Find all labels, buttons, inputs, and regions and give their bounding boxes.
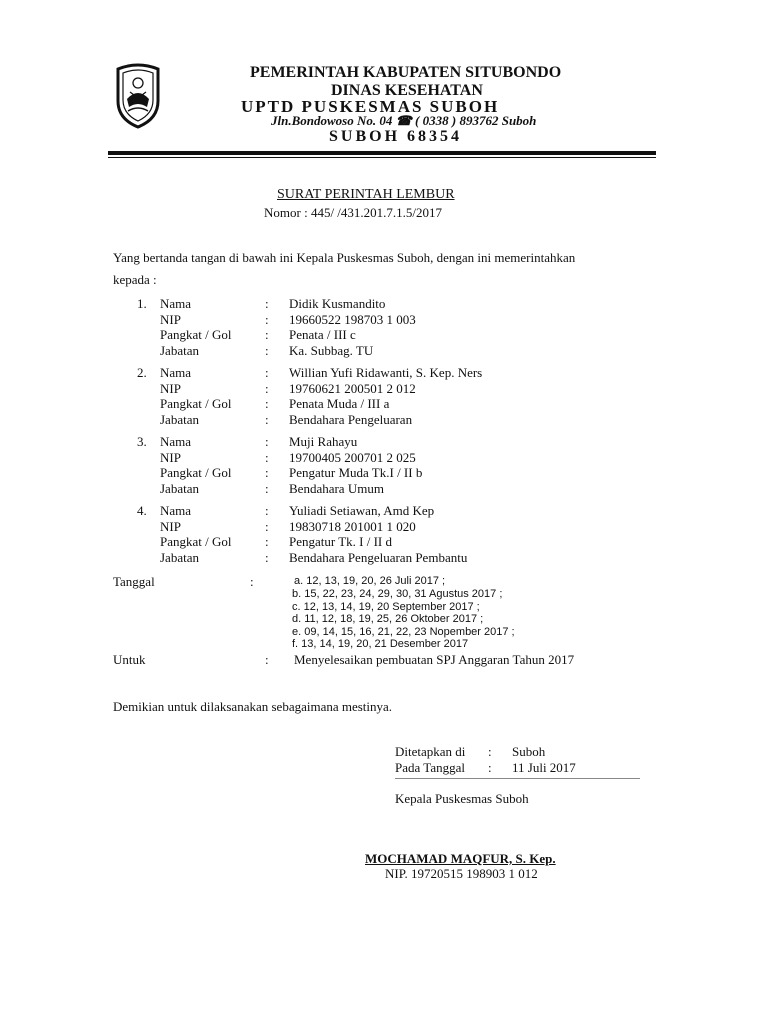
header-unit: UPTD PUSKESMAS SUBOH xyxy=(241,97,500,116)
colon: : xyxy=(265,652,269,667)
jabatan-label: Jabatan xyxy=(160,343,199,358)
colon: : xyxy=(265,343,269,358)
employee-position: Bendahara Umum xyxy=(289,481,384,496)
pada-tanggal-value: 11 Juli 2017 xyxy=(512,760,576,775)
employee-number: 2. xyxy=(137,365,147,380)
colon: : xyxy=(488,744,492,759)
colon: : xyxy=(265,327,269,342)
nip-label: NIP xyxy=(160,450,181,465)
employee-rank: Pengatur Tk. I / II d xyxy=(289,534,393,549)
jabatan-label: Jabatan xyxy=(160,412,199,427)
employee-number: 3. xyxy=(137,434,147,449)
employee-nip: 19700405 200701 2 025 xyxy=(289,450,416,465)
colon: : xyxy=(265,381,269,396)
pangkat-label: Pangkat / Gol xyxy=(160,534,232,549)
employee-name: Muji Rahayu xyxy=(289,434,358,449)
colon: : xyxy=(265,550,269,565)
colon: : xyxy=(265,296,269,311)
employee-number: 4. xyxy=(137,503,147,518)
ditetapkan-value: Suboh xyxy=(512,744,546,759)
colon: : xyxy=(265,481,269,496)
intro-text-line1: Yang bertanda tangan di bawah ini Kepala Puskesmas Suboh, dengan ini memerintahkan xyxy=(113,250,576,265)
colon: : xyxy=(265,503,269,518)
date-item: e. 09, 14, 15, 16, 21, 22, 23 Nopember 2017 ; xyxy=(292,626,515,638)
colon: : xyxy=(488,760,492,775)
ditetapkan-label: Ditetapkan di xyxy=(395,744,466,759)
jabatan-label: Jabatan xyxy=(160,481,199,496)
tanggal-label: Tanggal xyxy=(113,574,155,589)
letter-title: SURAT PERINTAH LEMBUR xyxy=(277,187,455,202)
colon: : xyxy=(265,519,269,534)
nip-label: NIP xyxy=(160,519,181,534)
colon: : xyxy=(265,534,269,549)
employee-number: 1. xyxy=(137,296,147,311)
header-city: SUBOH 68354 xyxy=(329,128,463,145)
employee-nip: 19760621 200501 2 012 xyxy=(289,381,416,396)
letter-number: Nomor : 445/ /431.201.7.1.5/2017 xyxy=(264,205,443,220)
employee-rank: Penata Muda / III a xyxy=(289,396,390,411)
employee-name: Yuliadi Setiawan, Amd Kep xyxy=(289,503,435,518)
nip-label: NIP xyxy=(160,312,181,327)
pangkat-label: Pangkat / Gol xyxy=(160,327,232,342)
untuk-label: Untuk xyxy=(113,652,146,667)
nama-label: Nama xyxy=(160,503,192,518)
pada-tanggal-label: Pada Tanggal xyxy=(395,760,465,775)
regency-crest-logo xyxy=(114,63,162,129)
employee-position: Bendahara Pengeluaran xyxy=(289,412,413,427)
intro-text-line2: kepada : xyxy=(113,272,157,287)
date-item: d. 11, 12, 18, 19, 25, 26 Oktober 2017 ; xyxy=(292,613,484,625)
employee-position: Ka. Subbag. TU xyxy=(289,343,374,358)
employee-nip: 19830718 201001 1 020 xyxy=(289,519,416,534)
header-divider-thick xyxy=(108,151,656,155)
colon: : xyxy=(265,412,269,427)
colon: : xyxy=(265,465,269,480)
employee-name: Didik Kusmandito xyxy=(289,296,386,311)
colon: : xyxy=(250,574,254,589)
signatory-nip: NIP. 19720515 198903 1 012 xyxy=(385,866,538,881)
employee-name: Willian Yufi Ridawanti, S. Kep. Ners xyxy=(289,365,483,380)
employee-nip: 19660522 198703 1 003 xyxy=(289,312,416,327)
date-item: f. 13, 14, 19, 20, 21 Desember 2017 xyxy=(292,638,469,650)
colon: : xyxy=(265,450,269,465)
nama-label: Nama xyxy=(160,296,192,311)
untuk-value: Menyelesaikan pembuatan SPJ Anggaran Tahun 2017 xyxy=(294,652,575,667)
jabatan-label: Jabatan xyxy=(160,550,199,565)
nip-label: NIP xyxy=(160,381,181,396)
header-government: PEMERINTAH KABUPATEN SITUBONDO xyxy=(250,64,562,81)
employee-rank: Penata / III c xyxy=(289,327,356,342)
header-address: Jln.Bondowoso No. 04 ☎ ( 0338 ) 893762 Suboh xyxy=(271,113,537,128)
employee-position: Bendahara Pengeluaran Pembantu xyxy=(289,550,468,565)
date-item: c. 12, 13, 14, 19, 20 September 2017 ; xyxy=(292,601,480,613)
date-item: a. 12, 13, 19, 20, 26 Juli 2017 ; xyxy=(294,575,446,587)
colon: : xyxy=(265,396,269,411)
employee-rank: Pengatur Muda Tk.I / II b xyxy=(289,465,423,480)
nama-label: Nama xyxy=(160,365,192,380)
closing-text: Demikian untuk dilaksanakan sebagaimana mestinya. xyxy=(113,699,393,714)
colon: : xyxy=(265,365,269,380)
colon: : xyxy=(265,312,269,327)
pangkat-label: Pangkat / Gol xyxy=(160,396,232,411)
header-divider-thin xyxy=(108,157,656,158)
signatory-position: Kepala Puskesmas Suboh xyxy=(395,791,529,806)
signature-divider xyxy=(395,778,640,779)
nama-label: Nama xyxy=(160,434,192,449)
colon: : xyxy=(265,434,269,449)
header-department: DINAS KESEHATAN xyxy=(331,82,483,99)
date-item: b. 15, 22, 23, 24, 29, 30, 31 Agustus 2017 ; xyxy=(292,588,503,600)
signatory-name: MOCHAMAD MAQFUR, S. Kep. xyxy=(365,851,556,866)
pangkat-label: Pangkat / Gol xyxy=(160,465,232,480)
